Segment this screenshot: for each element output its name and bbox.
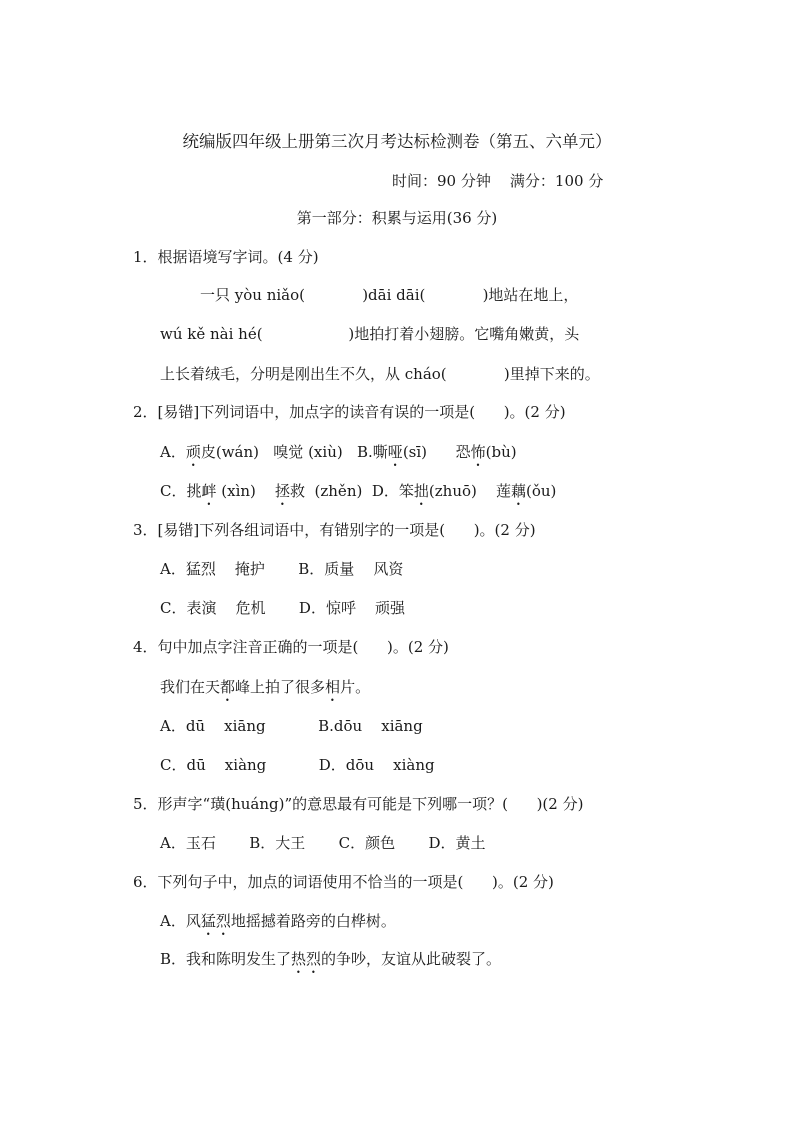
text: 片。 bbox=[340, 678, 371, 696]
question-1-line-2: wú kě nài hé( )地拍打着小翅膀。它嘴角嫩黄，头 bbox=[160, 325, 580, 343]
dotted-word: 猛烈 bbox=[200, 912, 231, 930]
text: 救 (zhěn) D．笨 bbox=[289, 482, 414, 500]
question-4-sentence bbox=[160, 678, 370, 705]
question-5-options: A．玉石 B．大王 C．颜色 D．黄土 bbox=[160, 834, 486, 852]
text: A． bbox=[160, 443, 186, 461]
question-1-line-3: 上长着绒毛，分明是刚出生不久，从 cháo( )里掉下来的。 bbox=[160, 365, 600, 383]
question-1-line-1: 一只 yòu niǎo( )dāi dāi( )地站在地上， bbox=[200, 286, 579, 304]
dotted-char: 哑 bbox=[387, 443, 403, 461]
dotted-char: 相 bbox=[325, 678, 341, 696]
text: 皮(wán) 嗅觉 (xiù) B.嘶 bbox=[200, 443, 388, 461]
dotted-char: 都 bbox=[220, 678, 236, 696]
question-5-stem: 5．形声字“璜(huáng)”的意思最有可能是下列哪一项？( )(2 分) bbox=[133, 795, 584, 813]
text: 地摇撼着路旁的白桦树。 bbox=[230, 912, 396, 930]
question-3-stem: 3．[易错]下列各组词语中，有错别字的一项是( )。(2 分) bbox=[133, 521, 536, 539]
page-title: 统编版四年级上册第三次月考达标检测卷（第五、六单元） bbox=[182, 132, 612, 151]
question-6-stem: 6．下列句子中，加点的词语使用不恰当的一项是( )。(2 分) bbox=[133, 873, 554, 891]
exam-meta: 时间：90 分钟 满分：100 分 bbox=[392, 172, 604, 190]
dotted-word: 热烈 bbox=[291, 950, 322, 968]
section-heading: 第一部分：积累与运用(36 分) bbox=[296, 209, 498, 227]
text: C．挑 bbox=[160, 482, 202, 500]
question-2-options-ab bbox=[160, 443, 517, 470]
text: B．我和陈明发生了 bbox=[160, 950, 292, 968]
text: (sī) 恐 bbox=[402, 443, 471, 461]
text: (bù) bbox=[485, 443, 517, 461]
text: 我们在天 bbox=[160, 678, 221, 696]
text: (ǒu) bbox=[525, 482, 557, 500]
dotted-char: 怖 bbox=[470, 443, 486, 461]
question-4-stem: 4．句中加点字注音正确的一项是( )。(2 分) bbox=[133, 638, 449, 656]
text: 峰上拍了很多 bbox=[235, 678, 326, 696]
question-1-stem: 1．根据语境写字词。(4 分) bbox=[133, 248, 319, 266]
question-3-options-ab: A．猛烈 掩护 B．质量 风资 bbox=[160, 560, 404, 578]
dotted-char: 拯 bbox=[274, 482, 290, 500]
question-6-option-a bbox=[160, 912, 396, 939]
dotted-char: 衅 bbox=[201, 482, 217, 500]
question-3-options-cd: C．表演 危机 D．惊呼 顽强 bbox=[160, 599, 406, 617]
text: (xìn) bbox=[216, 482, 275, 500]
dotted-char: 顽 bbox=[185, 443, 201, 461]
question-2-options-cd bbox=[160, 482, 556, 509]
question-6-option-b bbox=[160, 950, 501, 977]
text: 的争吵，友谊从此破裂了。 bbox=[321, 950, 502, 968]
dotted-char: 藕 bbox=[510, 482, 526, 500]
text: (zhuō) 莲 bbox=[428, 482, 511, 500]
text: A．风 bbox=[160, 912, 201, 930]
dotted-char: 拙 bbox=[413, 482, 429, 500]
question-4-options-ab: A．dū xiāng B.dōu xiāng bbox=[160, 717, 423, 735]
question-2-stem: 2．[易错]下列词语中，加点字的读音有误的一项是( )。(2 分) bbox=[133, 403, 566, 421]
question-4-options-cd: C．dū xiàng D．dōu xiàng bbox=[160, 756, 435, 774]
